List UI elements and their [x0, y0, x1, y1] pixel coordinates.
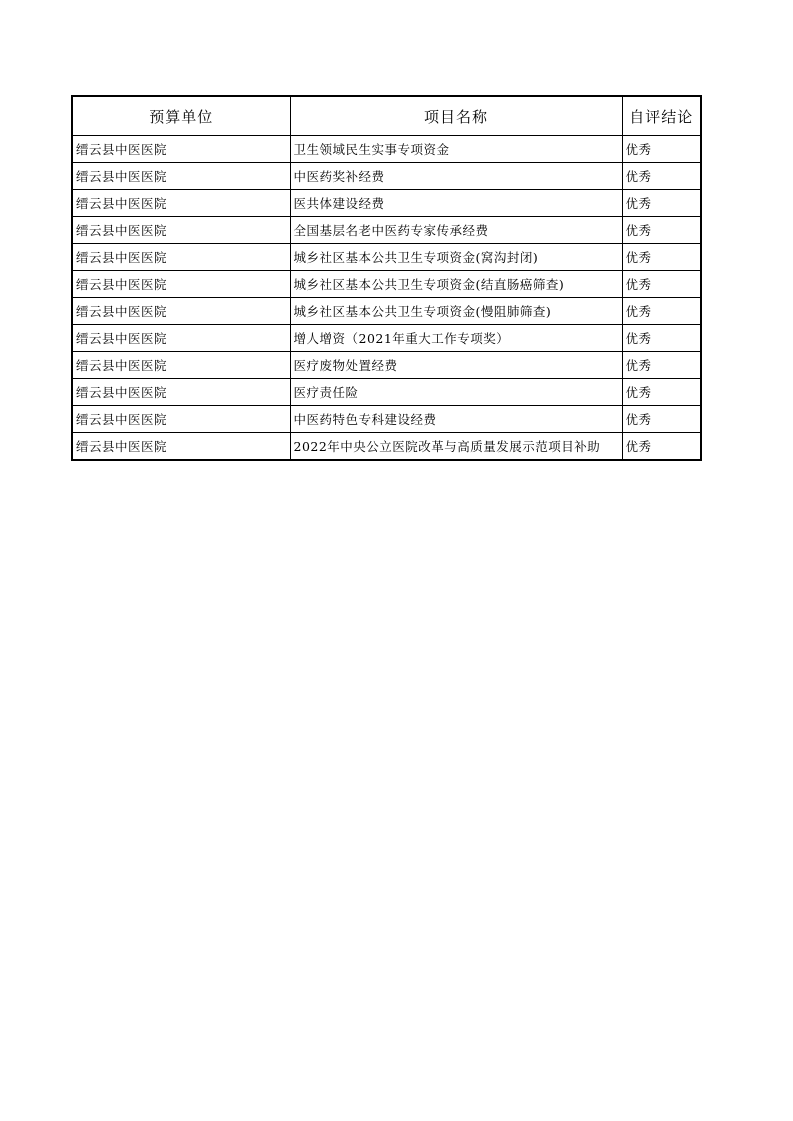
- cell-budget-unit: 缙云县中医医院: [72, 163, 290, 190]
- cell-self-evaluation: 优秀: [622, 406, 701, 433]
- cell-project-name: 医疗责任险: [290, 379, 622, 406]
- table-row: [72, 244, 701, 271]
- header-row: [72, 96, 701, 136]
- cell-self-evaluation: 优秀: [622, 433, 701, 461]
- cell-project-name: 医共体建设经费: [290, 190, 622, 217]
- cell-project-name: 卫生领域民生实事专项资金: [290, 136, 622, 163]
- cell-project-name: 增人增资（2021年重大工作专项奖）: [290, 325, 622, 352]
- cell-self-evaluation: 优秀: [622, 352, 701, 379]
- evaluation-table: [71, 95, 702, 461]
- cell-budget-unit: 缙云县中医医院: [72, 244, 290, 271]
- cell-budget-unit: 缙云县中医医院: [72, 298, 290, 325]
- cell-self-evaluation: 优秀: [622, 325, 701, 352]
- cell-project-name: 城乡社区基本公共卫生专项资金(窝沟封闭): [290, 244, 622, 271]
- cell-self-evaluation: 优秀: [622, 217, 701, 244]
- cell-budget-unit: 缙云县中医医院: [72, 406, 290, 433]
- table-header: [72, 96, 701, 136]
- table-row: [72, 406, 701, 433]
- table-row: [72, 136, 701, 163]
- cell-budget-unit: 缙云县中医医院: [72, 271, 290, 298]
- cell-budget-unit: 缙云县中医医院: [72, 325, 290, 352]
- cell-budget-unit: 缙云县中医医院: [72, 352, 290, 379]
- cell-self-evaluation: 优秀: [622, 244, 701, 271]
- cell-project-name: 2022年中央公立医院改革与高质量发展示范项目补助: [290, 433, 622, 461]
- cell-project-name: 城乡社区基本公共卫生专项资金(慢阻肺筛查): [290, 298, 622, 325]
- cell-budget-unit: 缙云县中医医院: [72, 217, 290, 244]
- cell-budget-unit: 缙云县中医医院: [72, 136, 290, 163]
- cell-budget-unit: 缙云县中医医院: [72, 433, 290, 461]
- header-self-evaluation: 自评结论: [622, 96, 701, 136]
- cell-self-evaluation: 优秀: [622, 190, 701, 217]
- table-row: [72, 271, 701, 298]
- cell-self-evaluation: 优秀: [622, 298, 701, 325]
- cell-self-evaluation: 优秀: [622, 163, 701, 190]
- table-body: [72, 136, 701, 461]
- table-row: [72, 217, 701, 244]
- table-row: [72, 352, 701, 379]
- header-budget-unit: 预算单位: [72, 96, 290, 136]
- cell-budget-unit: 缙云县中医医院: [72, 379, 290, 406]
- cell-project-name: 医疗废物处置经费: [290, 352, 622, 379]
- cell-project-name: 全国基层名老中医药专家传承经费: [290, 217, 622, 244]
- cell-self-evaluation: 优秀: [622, 271, 701, 298]
- table-row: [72, 325, 701, 352]
- table-row: [72, 433, 701, 461]
- table-row: [72, 163, 701, 190]
- table-row: [72, 298, 701, 325]
- header-project-name: 项目名称: [290, 96, 622, 136]
- cell-project-name: 中医药奖补经费: [290, 163, 622, 190]
- cell-self-evaluation: 优秀: [622, 379, 701, 406]
- table-row: [72, 190, 701, 217]
- cell-project-name: 城乡社区基本公共卫生专项资金(结直肠癌筛查): [290, 271, 622, 298]
- cell-project-name: 中医药特色专科建设经费: [290, 406, 622, 433]
- cell-self-evaluation: 优秀: [622, 136, 701, 163]
- table-row: [72, 379, 701, 406]
- cell-budget-unit: 缙云县中医医院: [72, 190, 290, 217]
